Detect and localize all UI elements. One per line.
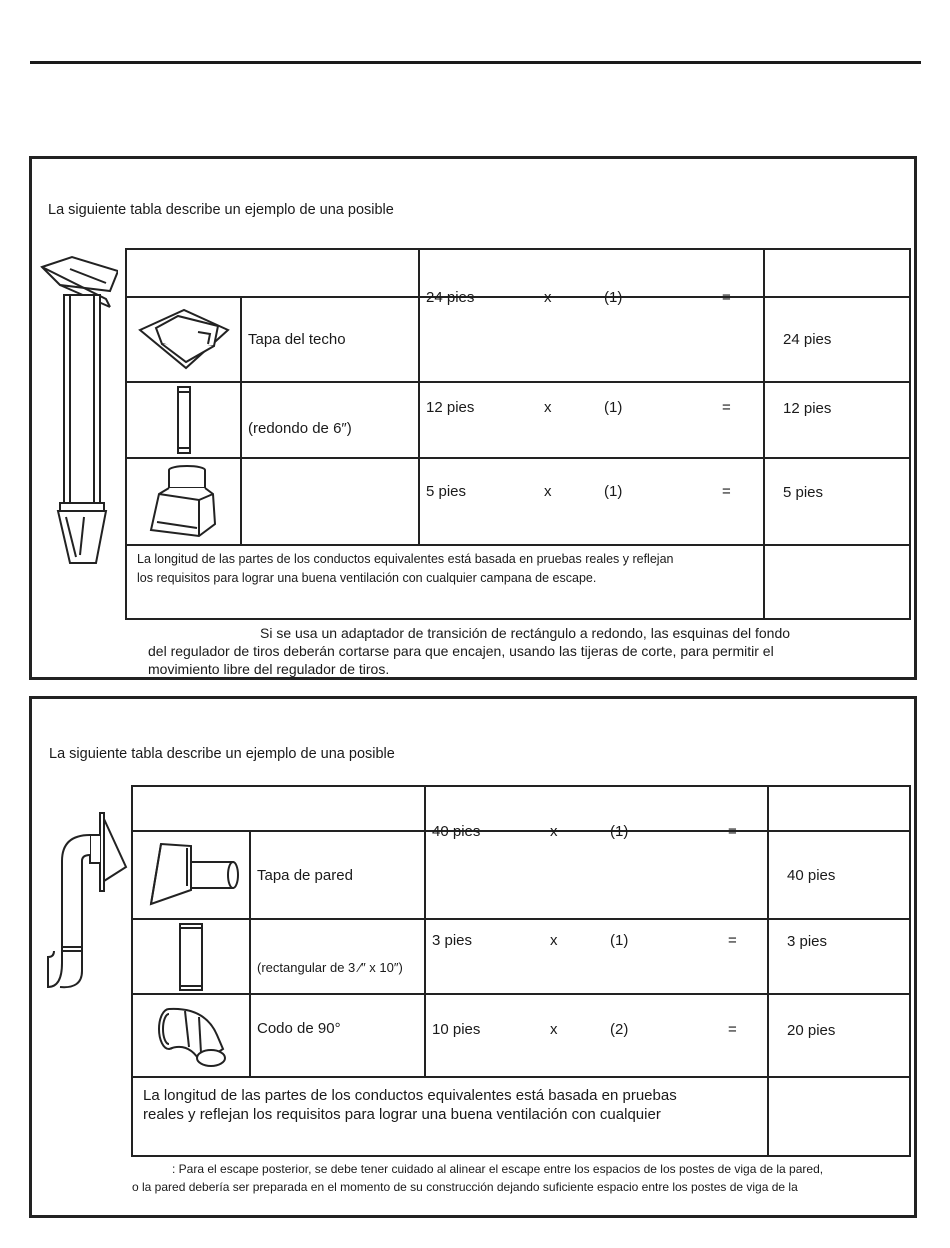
- caution-text: [148, 624, 888, 678]
- wall-venting-panel: [29, 696, 917, 1218]
- part-length: 10 pies: [432, 1021, 481, 1038]
- quantity: (1): [610, 932, 629, 949]
- equals-sign: =: [728, 1021, 737, 1038]
- table-header-row: [126, 249, 910, 297]
- table-row: [126, 297, 910, 382]
- part-length: 12 pies: [426, 399, 475, 416]
- top-rule: [30, 61, 921, 64]
- round-duct-icon: [126, 382, 241, 458]
- calc-cell: [425, 919, 768, 994]
- part-name: (rectangular de 3 ⁄″ x 10″): [250, 919, 425, 994]
- panel1-intro: La siguiente tabla describe un ejemplo de una posible: [48, 202, 394, 218]
- header-cell-part: [126, 249, 419, 297]
- note-line: reales y reflejan los requisitos para lograr una buena ventilación con cualquier: [143, 1106, 661, 1123]
- rectangular-duct-icon: [132, 919, 250, 994]
- quantity: (1): [604, 483, 623, 500]
- grand-total-cell: [768, 1077, 910, 1156]
- caution-line: o la pared debería ser preparada en el momento de su construcción dejando suficiente espacio entre los postes de viga de la: [132, 1180, 798, 1194]
- note-row: [126, 545, 910, 619]
- part-length: 3 pies: [432, 932, 473, 949]
- elbow-90-icon: [132, 994, 250, 1077]
- calc-cell: [419, 382, 764, 458]
- row-total: 5 pies: [764, 458, 910, 545]
- caution-text: [132, 1160, 912, 1196]
- times-sign: x: [544, 483, 552, 500]
- note-text: [133, 1078, 767, 1124]
- quantity: (1): [610, 823, 629, 840]
- wall-vent-assembly-illustration: [44, 811, 128, 991]
- part-name: (redondo de 6″): [241, 382, 419, 458]
- caution-line: del regulador de tiros deberán cortarse para que encajen, usando las tijeras de corte, para permitir el: [148, 643, 774, 659]
- table-row: [132, 919, 910, 994]
- quantity: (1): [604, 399, 623, 416]
- equals-sign: =: [722, 399, 731, 416]
- note-line: La longitud de las partes de los conductos equivalentes está basada en pruebas reales y reflejan: [137, 552, 674, 566]
- part-name: Codo de 90°: [250, 994, 425, 1077]
- roof-venting-panel: [29, 156, 917, 680]
- equals-sign: =: [722, 289, 731, 306]
- row-total: 40 pies: [768, 831, 910, 919]
- wall-cap-icon: [132, 831, 250, 919]
- times-sign: x: [550, 823, 558, 840]
- table-row: [132, 994, 910, 1077]
- caution-line: movimiento libre del regulador de tiros.: [148, 661, 390, 677]
- equals-sign: =: [722, 483, 731, 500]
- header-cell-total: [768, 786, 910, 831]
- note-line: los requisitos para lograr una buena ventilación con cualquier campana de escape.: [137, 571, 597, 585]
- header-cell-total: [764, 249, 910, 297]
- note-text: [127, 546, 763, 588]
- quantity: (2): [610, 1021, 629, 1038]
- times-sign: x: [550, 932, 558, 949]
- panel2-intro: La siguiente tabla describe un ejemplo de una posible: [49, 746, 395, 762]
- row-total: 20 pies: [768, 994, 910, 1077]
- times-sign: x: [544, 289, 552, 306]
- grand-total-cell: [764, 545, 910, 619]
- caution-line: Si se usa un adaptador de transición de rectángulo a redondo, las esquinas del fondo: [260, 625, 791, 641]
- note-line: La longitud de las partes de los conductos equivalentes está basada en pruebas: [143, 1087, 677, 1104]
- equals-sign: =: [728, 932, 737, 949]
- part-length: 40 pies: [432, 823, 481, 840]
- calc-cell: [419, 289, 764, 382]
- row-total: 24 pies: [764, 297, 910, 382]
- part-name: Tapa del techo: [241, 297, 419, 382]
- table-row: [126, 458, 910, 545]
- panel2-table: [131, 785, 911, 1157]
- part-name: [241, 458, 419, 545]
- part-length: 5 pies: [426, 483, 467, 500]
- calc-cell: [425, 994, 768, 1077]
- note-cell: [126, 545, 764, 619]
- panel1-table: [125, 248, 911, 620]
- caution-line: : Para el escape posterior, se debe tener cuidado al alinear el escape entre los espacios de los postes de viga de la pared,: [172, 1162, 824, 1176]
- quantity: (1): [604, 289, 623, 306]
- row-total: 12 pies: [764, 382, 910, 458]
- times-sign: x: [550, 1021, 558, 1038]
- table-row: [126, 382, 910, 458]
- part-name: Tapa de pared: [250, 831, 425, 919]
- table-header-row: [132, 786, 910, 831]
- header-cell-part: [132, 786, 425, 831]
- transition-adapter-icon: [126, 458, 241, 545]
- part-length: 24 pies: [426, 289, 475, 306]
- calc-cell: [419, 458, 764, 545]
- table-row: [132, 831, 910, 919]
- calc-cell: [425, 823, 768, 919]
- times-sign: x: [544, 399, 552, 416]
- roof-vent-assembly-illustration: [40, 255, 118, 567]
- note-cell: [132, 1077, 768, 1156]
- equals-sign: =: [728, 823, 737, 840]
- roof-cap-icon: [126, 297, 241, 382]
- note-row: [132, 1077, 910, 1156]
- row-total: 3 pies: [768, 919, 910, 994]
